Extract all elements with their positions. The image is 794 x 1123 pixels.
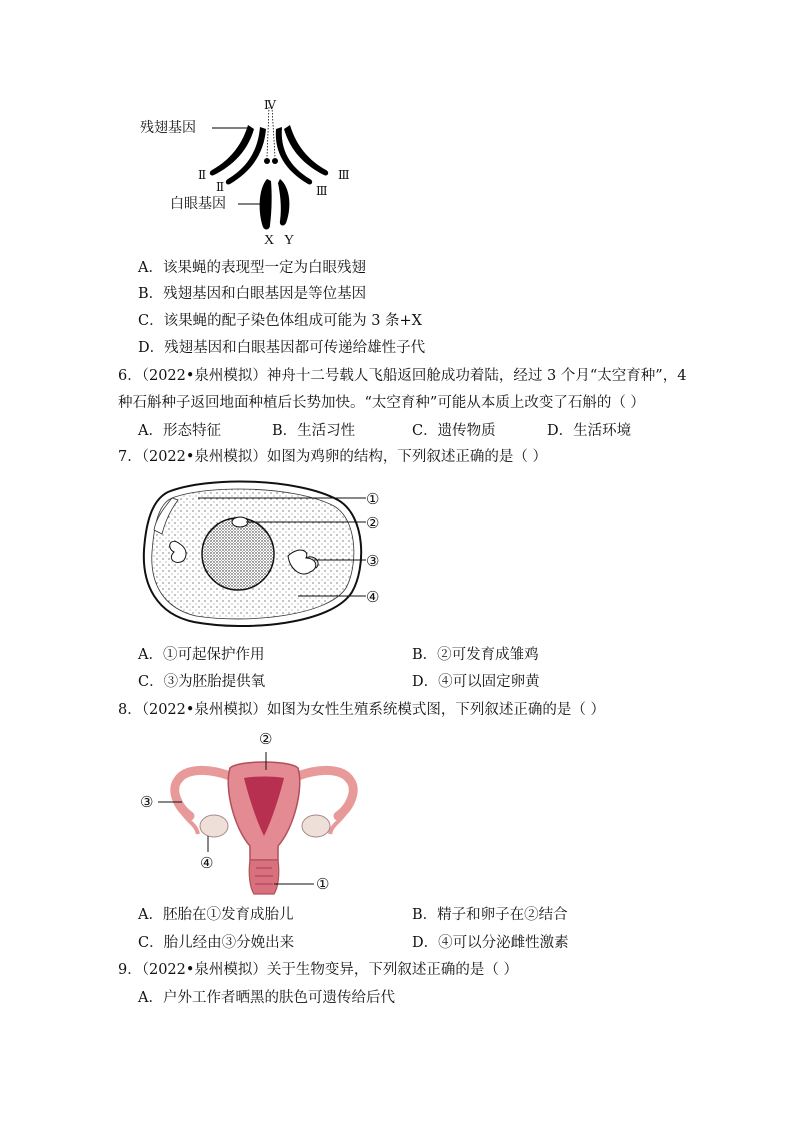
label-canchi-gene: 残翅基因 [140, 120, 196, 136]
q5-option-b: B．残翅基因和白眼基因是等位基因 [138, 286, 367, 302]
q6-option-b: B．生活习性 [272, 423, 356, 439]
repro-mark-4: ④ [200, 854, 214, 872]
repro-mark-2: ② [259, 730, 273, 748]
chromosome-iv-right [272, 158, 278, 164]
chromosome-iv-left [264, 158, 270, 164]
q7-option-c: C．③为胚胎提供氧 [138, 674, 266, 690]
q7-option-d: D．④可以固定卵黄 [412, 674, 540, 690]
q9-stem: 9．（2022•泉州模拟）关于生物变异，下列叙述正确的是（ ） [118, 962, 519, 978]
q5-option-c: C．该果蝇的配子染色体组成可能为 3 条+X [138, 313, 423, 329]
q9-option-a: A．户外工作者晒黑的肤色可遗传给后代 [138, 990, 395, 1006]
egg-mark-3: ③ [366, 552, 380, 570]
q8-option-d: D．④可以分泌雌性激素 [412, 935, 569, 951]
q6-option-a: A．形态特征 [138, 423, 221, 439]
q6-stem-line1: 6．（2022•泉州模拟）神舟十二号载人飞船返回舱成功着陆，经过 3 个月“太空育种”，4 [118, 368, 687, 384]
repro-mark-3: ③ [140, 793, 154, 811]
q6-option-d: D．生活环境 [547, 423, 632, 439]
label-x: X [264, 233, 275, 248]
label-y: Y [284, 233, 295, 248]
fallopian-tube-left [175, 770, 230, 816]
reproductive-diagram [138, 728, 388, 898]
q7-option-a: A．①可起保护作用 [138, 647, 265, 663]
reproductive-figure [138, 728, 388, 898]
label-baiyan-gene: 白眼基因 [170, 196, 226, 212]
ovary-left [200, 815, 228, 837]
ovary-right [302, 815, 330, 837]
q8-stem: 8．（2022•泉州模拟）如图为女性生殖系统模式图，下列叙述正确的是（ ） [118, 702, 606, 718]
chromosome-x [260, 179, 272, 229]
q7-option-b: B．②可发育成雏鸡 [412, 647, 539, 663]
egg-mark-2: ② [366, 514, 380, 532]
repro-mark-1: ① [316, 875, 330, 893]
chromosome-figure [130, 95, 370, 250]
q6-stem-line2: 种石斛种子返回地面种植后长势加快。“太空育种”可能从本质上改变了石斛的（ ） [118, 395, 645, 411]
label-roman-iii-inner: Ⅲ [316, 184, 328, 198]
germinal-disc [232, 517, 248, 527]
chromosome-y [278, 179, 289, 225]
vagina [249, 860, 279, 894]
chromosome-diagram [130, 95, 370, 250]
egg-mark-4: ④ [366, 588, 380, 606]
q8-option-b: B．精子和卵子在②结合 [412, 907, 568, 923]
fallopian-tube-right [298, 770, 353, 816]
yolk [202, 518, 274, 590]
label-roman-ii-left: Ⅱ [198, 168, 207, 182]
q5-option-a: A．该果蝇的表现型一定为白眼残翅 [138, 260, 366, 276]
q5-option-d: D．残翅基因和白眼基因都可传递给雄性子代 [138, 340, 426, 356]
q8-option-a: A．胚胎在①发育成胎儿 [138, 907, 294, 923]
egg-diagram [138, 474, 388, 634]
egg-figure [138, 474, 388, 634]
egg-mark-1: ① [366, 490, 380, 508]
label-roman-iii-right: Ⅲ [338, 168, 350, 182]
q8-option-c: C．胎儿经由③分娩出来 [138, 935, 295, 951]
q7-stem: 7．（2022•泉州模拟）如图为鸡卵的结构，下列叙述正确的是（ ） [118, 449, 548, 465]
label-roman-iv: Ⅳ [264, 98, 276, 112]
label-roman-ii-inner: Ⅱ [216, 180, 225, 194]
q6-option-c: C．遗传物质 [412, 423, 496, 439]
